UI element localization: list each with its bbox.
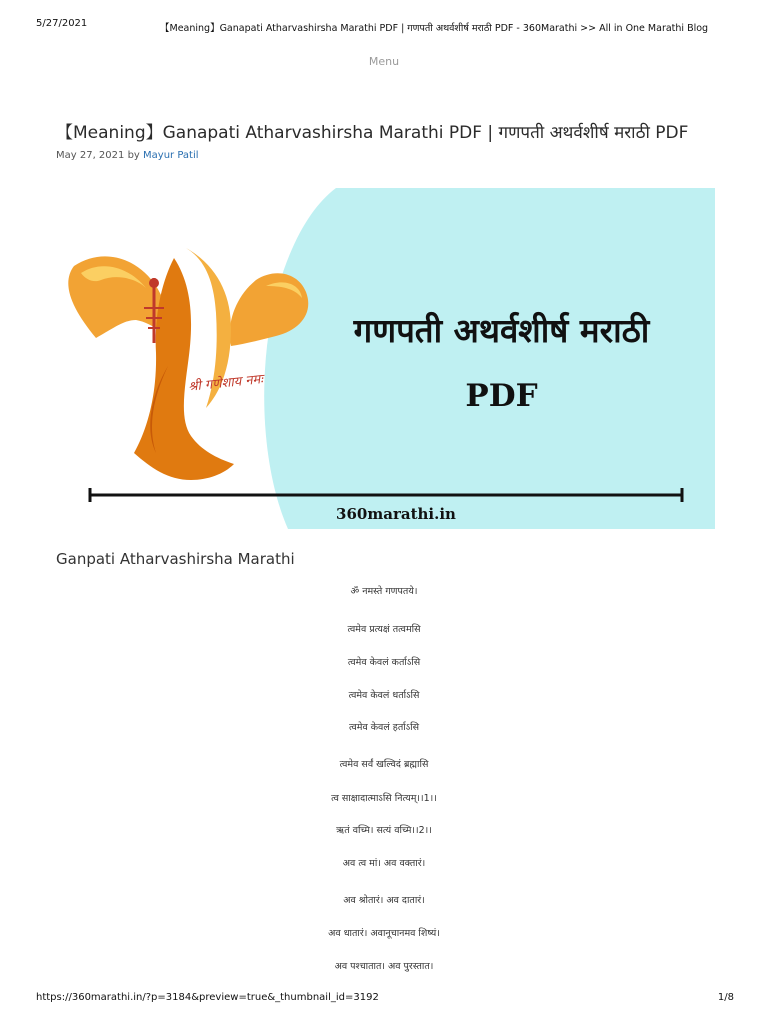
verse-line: अव त्व मां। अव वक्तारं। (342, 858, 426, 869)
post-title: 【Meaning】Ganapati Atharvashirsha Marathi PDF | गणपती अथर्वशीर्ष मराठी PDF (56, 123, 689, 143)
verse-line: त्वमेव केवलं कर्ताऽसि (347, 657, 421, 668)
verse-line: त्वमेव सर्वं खल्विदं ब्रह्मासि (339, 759, 429, 770)
verse-line: ऋतं वच्मि। सत्यं वच्मि।।2।। (336, 825, 432, 836)
feature-subheading: PDF (465, 378, 538, 414)
post-by: by (127, 150, 140, 161)
feature-heading: गणपती अथर्वशीर्ष मराठी (353, 311, 650, 350)
featured-image (56, 188, 715, 529)
post-meta (56, 150, 199, 161)
verse-line: अव धातारं। अवानूचानमव शिष्यं। (328, 928, 440, 939)
verse-line: त्वमेव केवलं हर्ताऽसि (348, 722, 420, 733)
print-footer (0, 992, 768, 1008)
verse-line: अव पश्चातात। अव पुरस्तात। (334, 961, 434, 972)
author-link[interactable]: Mayur Patil (143, 150, 199, 161)
print-date: 5/27/2021 (36, 18, 88, 29)
verse-line: अव श्रोतारं। अव दातारं। (343, 895, 425, 906)
print-page-number: 1/8 (717, 992, 734, 1003)
menu-link[interactable]: Menu (368, 55, 400, 68)
featured-image-artwork (56, 188, 715, 529)
post-date: May 27, 2021 (56, 150, 125, 161)
verse-line: त्वमेव प्रत्यक्षं तत्वमसि (347, 624, 421, 635)
verse-line: त्व साक्षादात्माऽसि नित्यम्।।1।। (331, 793, 437, 804)
verse-line: ॐ नमस्ते गणपतये। (350, 586, 418, 597)
print-url: https://360marathi.in/?p=3184&preview=true&_thumbnail_id=3192 (36, 992, 379, 1003)
feature-greeting: श्री गणेशाय नमः (187, 372, 264, 395)
section-heading: Ganpati Atharvashirsha Marathi (56, 550, 295, 568)
verse-line: त्वमेव केवलं धर्ताऽसि (348, 690, 420, 701)
feature-panel (264, 188, 715, 529)
print-header (0, 18, 768, 34)
feature-site-name: 360marathi.in (336, 505, 456, 523)
print-page-title: 【Meaning】Ganapati Atharvashirsha Marathi PDF | गणपती अथर्वशीर्ष मराठी PDF - 360Marathi >> All in One Marathi Blog (160, 23, 709, 34)
